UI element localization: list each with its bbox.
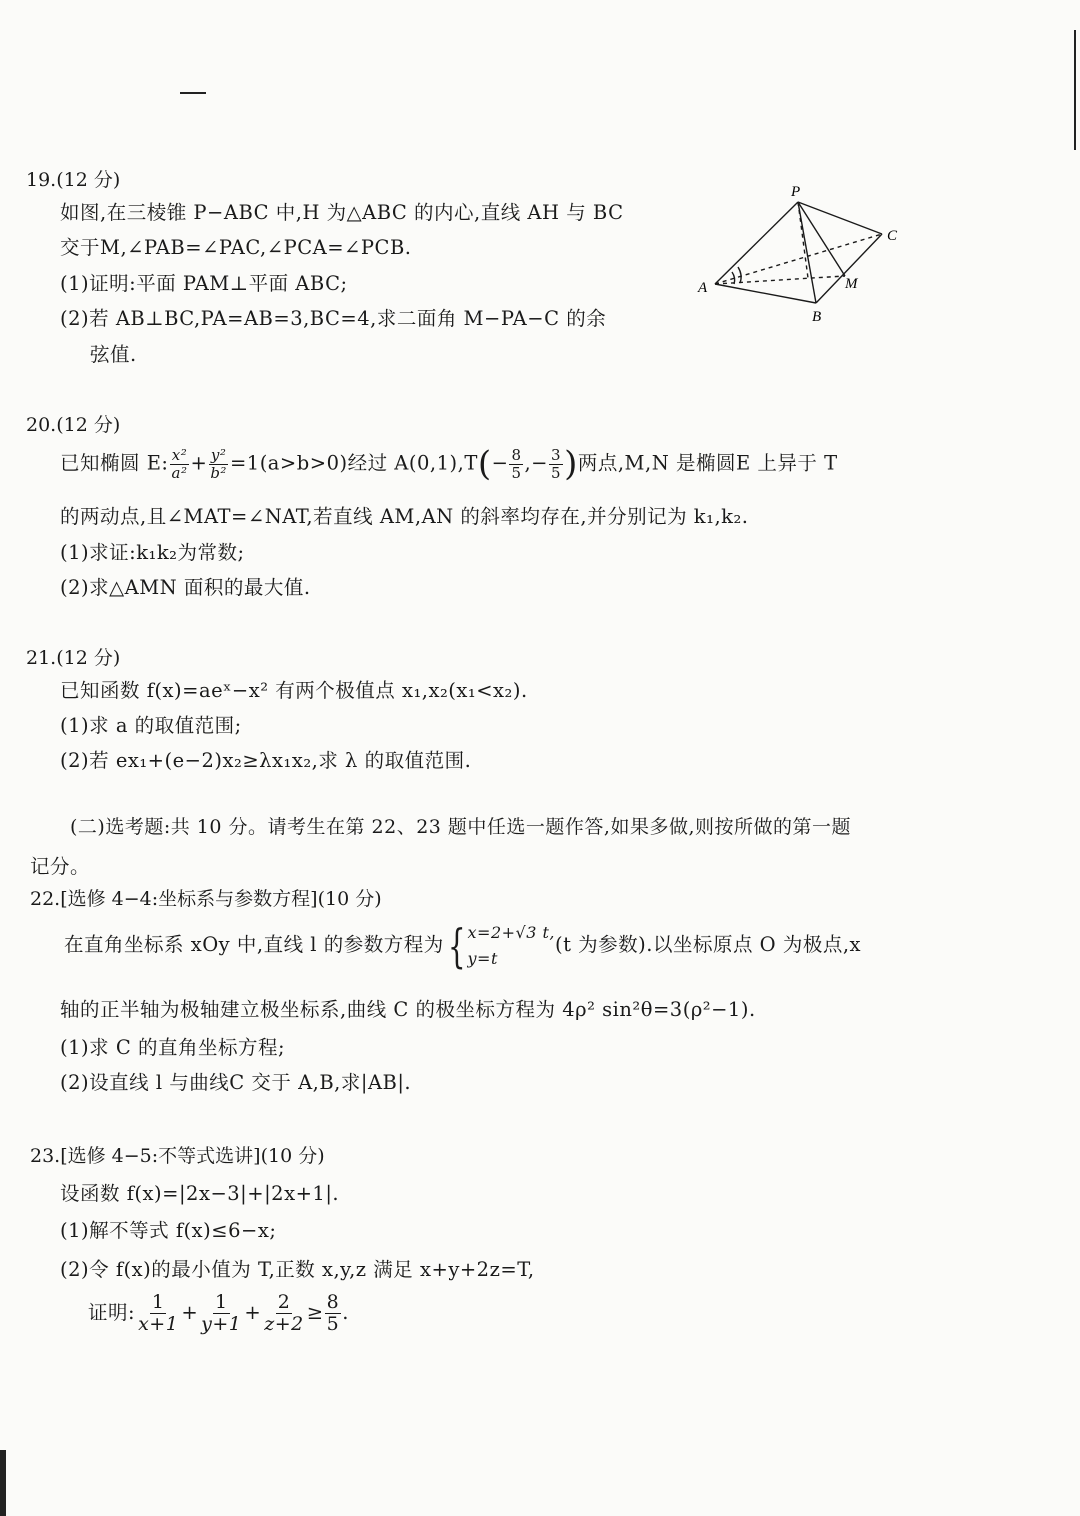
- q20-l1a: 已知椭圆 E:: [60, 451, 169, 475]
- system-brace: {: [447, 918, 466, 973]
- q19-line1: 如图,在三棱锥 P−ABC 中,H 为△ABC 的内心,直线 AH 与 BC: [60, 201, 624, 224]
- scan-edge-left: [0, 1450, 6, 1516]
- q23-line4: [88, 1292, 349, 1335]
- frac-8-5: $\frac{8}{5}$: [511, 446, 522, 482]
- q22-l1b: (t 为参数).以坐标原点 O 为极点,x: [555, 933, 862, 957]
- pyramid-figure: [690, 180, 920, 330]
- q22-head: 22.[选修 4−4:坐标系与参数方程](10 分): [30, 888, 382, 910]
- q19-head: 19.(12 分): [26, 169, 121, 191]
- q23-plus1: +: [181, 1300, 199, 1324]
- q23-line2: (1)解不等式 f(x)≤6−x;: [60, 1219, 277, 1242]
- q20-line3: (1)求证:k₁k₂为常数;: [60, 541, 245, 564]
- q19-line5: 弦值.: [90, 343, 137, 366]
- frac-2-z2: $\frac{2}{z+2}$: [264, 1291, 304, 1335]
- label-M: M: [845, 276, 858, 292]
- q22-line3: (1)求 C 的直角坐标方程;: [60, 1036, 286, 1059]
- q23-plus2: +: [244, 1300, 262, 1324]
- q23-line3: (2)令 f(x)的最小值为 T,正数 x,y,z 满足 x+y+2z=T,: [60, 1258, 535, 1281]
- q20-line2: 的两动点,且∠MAT=∠NAT,若直线 AM,AN 的斜率均存在,并分别记为 k₁,k₂.: [60, 505, 749, 528]
- q20-plus: +: [190, 451, 208, 475]
- q22-line1: [64, 920, 861, 971]
- scan-dash: [180, 92, 206, 94]
- q23-ge: ≥: [306, 1300, 324, 1324]
- label-B: B: [812, 309, 822, 325]
- q23-head: 23.[选修 4−5:不等式选讲](10 分): [30, 1145, 325, 1167]
- q20-l1b: =1(a>b>0)经过 A(0,1),T: [229, 451, 478, 475]
- q21-head: 21.(12 分): [26, 647, 121, 669]
- q20-head: 20.(12 分): [26, 414, 121, 436]
- q19-line2: 交于M,∠PAB=∠PAC,∠PCA=∠PCB.: [60, 236, 412, 259]
- param-system: x=2+√3 t, y=t: [467, 923, 556, 968]
- frac-1-y1: $\frac{1}{y+1}$: [201, 1291, 242, 1335]
- q19-line3: (1)证明:平面 PAM⊥平面 ABC;: [60, 272, 348, 295]
- q21-line1: 已知函数 f(x)=aeˣ−x² 有两个极值点 x₁,x₂(x₁<x₂).: [60, 679, 528, 702]
- q22-l1a: 在直角坐标系 xOy 中,直线 l 的参数方程为: [64, 933, 444, 957]
- q21-line3: (2)若 ex₁+(e−2)x₂≥λx₁x₂,求 λ 的取值范围.: [60, 749, 472, 772]
- q22-line2: 轴的正半轴为极轴建立极坐标系,曲线 C 的极坐标方程为 4ρ² sin²θ=3(ρ²−1).: [60, 998, 756, 1021]
- scan-edge-right: [1074, 30, 1076, 150]
- frac-y2-b2: $\frac{\text{y²}}{\text{b²}}$: [210, 446, 227, 482]
- frac-3-5: $\frac{3}{5}$: [551, 446, 562, 482]
- frac-x2-a2: $\frac{\text{x²}}{\text{a²}}$: [171, 446, 188, 482]
- label-C: C: [887, 228, 898, 244]
- q20-line1: 已知椭圆 E: $\frac{\text{x²}}{\text{a²}}$ + $\frac{\text{y²}}{\text{b²}}$ =1(a>b>0)经过 A(0,1),T(− $\frac{8}{5}$ ,− $\frac{3}{5}$ )两点,M,N 是椭圆E 上异于 T: [60, 444, 838, 484]
- q21-line2: (1)求 a 的取值范围;: [60, 714, 242, 737]
- q19-line4: (2)若 AB⊥BC,PA=AB=3,BC=4,求二面角 M−PA−C 的余: [60, 307, 607, 330]
- frac-1-x1: $\frac{1}{x+1}$: [138, 1291, 179, 1335]
- q23-line1: 设函数 f(x)=|2x−3|+|2x+1|.: [60, 1182, 340, 1205]
- section2-line1: (二)选考题:共 10 分。请考生在第 22、23 题中任选一题作答,如果多做,则按所做的第一题: [70, 816, 851, 838]
- section2-line2: 记分。: [30, 855, 91, 878]
- q23-period: .: [342, 1300, 349, 1324]
- label-A: A: [698, 280, 708, 296]
- q20-l1c: 两点,M,N 是椭圆E 上异于 T: [577, 451, 838, 475]
- q20-line4: (2)求△AMN 面积的最大值.: [60, 576, 311, 599]
- label-P: P: [791, 184, 801, 200]
- frac-8-5-result: $\frac{8}{5}$: [326, 1291, 340, 1335]
- q23-l4a: 证明:: [88, 1300, 136, 1324]
- q22-line4: (2)设直线 l 与曲线C 交于 A,B,求|AB|.: [60, 1071, 412, 1094]
